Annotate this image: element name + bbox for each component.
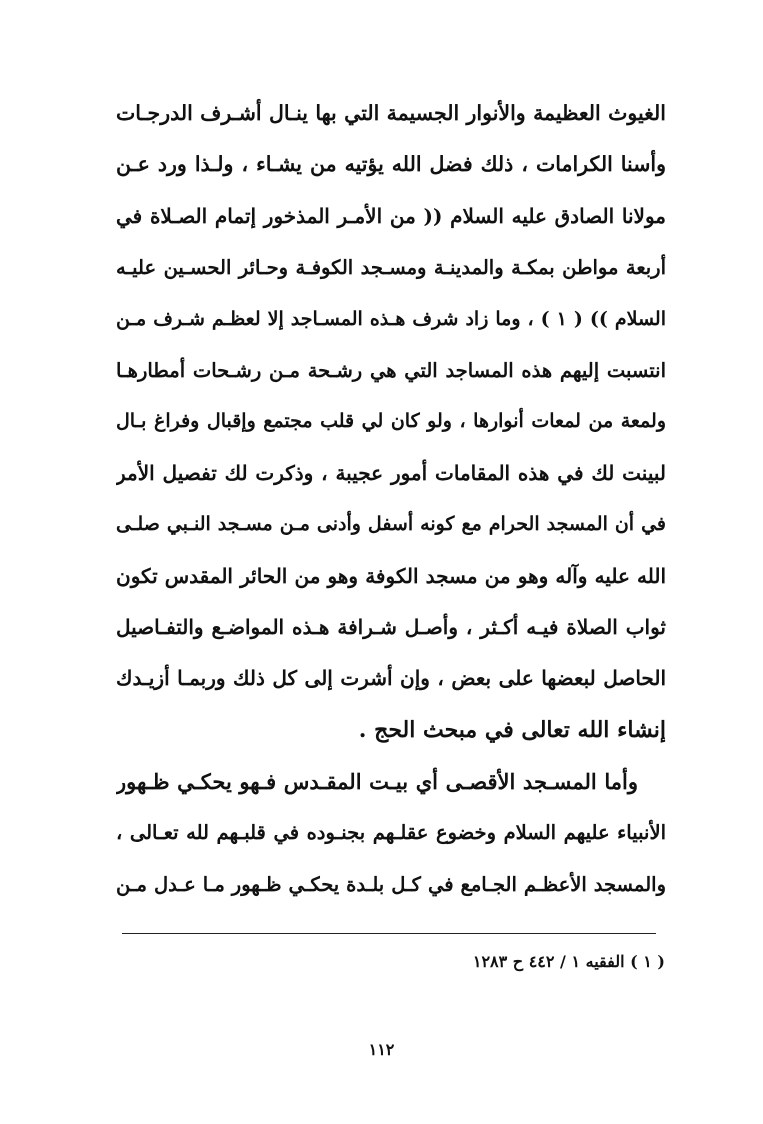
text-line-4: أربعة مواطن بمكـة والمدينـة ومسـجد الكوفـة وحـائر الحسـين عليـه	[116, 256, 666, 280]
text-line-9: في أن المسجد الحرام مع كونه أسفل وأدنى مـن مسـجد النـبي صلـى	[116, 513, 666, 536]
page-number: ١١٢	[368, 1040, 395, 1059]
text-line-15: الأنبياء عليهم السلام وخضوع عقلـهم بجنـوده في قلبـهم لله تعـالى ،	[116, 821, 666, 845]
text-line-8: لبينت لك في هذه المقامات أمور عجيبة ، وذكرت لك تفصيل الأمر	[116, 460, 666, 485]
text-line-5: السلام )) ( ١ ) ، وما زاد شرف هـذه المسـاجد إلا لعظـم شـرف مـن	[116, 307, 666, 330]
text-line-2: وأسنا الكرامات ، ذلك فضل الله يؤتيه من يشـاء ، ولـذا ورد عـن	[116, 152, 666, 177]
body-text	[116, 88, 666, 910]
text-line-11: ثواب الصلاة فيـه أكـثر ، وأصـل شـرافة هـذه المواضـع والتفـاصيل	[116, 614, 666, 639]
text-line-3: مولانا الصادق عليه السلام (( من الأمـر المذخور إتمام الصـلاة في	[116, 203, 666, 228]
footnote: ( ١ ) الفقيه ١ / ٤٤٢ ح ١٢٨٣	[472, 952, 665, 971]
text-line-12: الحاصل لبعضها على بعض ، وإن أشرت إلى كل ذلك وربمـا أزيـدك	[116, 666, 666, 691]
text-line-13: إنشاء الله تعالى في مبحث الحج .	[358, 716, 666, 743]
text-line-7: ولمعة من لمعات أنوارها ، ولو كان لي قلب مجتمع وإقبال وفراغ بـال	[116, 410, 666, 433]
text-line-10: الله عليه وآله وهو من مسجد الكوفة وهو من الحائر المقدس تكون	[116, 563, 666, 588]
text-line-6: انتسبت إليهم هذه المساجد التي هي رشـحة مـن رشـحات أمطارهـا	[116, 358, 666, 382]
footnote-divider	[122, 933, 656, 934]
text-line-14: وأما المسـجد الأقصـى أي بيـت المقـدس فـهو يحكـي ظـهور	[116, 769, 638, 795]
text-line-1: الغيوث العظيمة والأنوار الجسيمة التي بها ينـال أشـرف الدرجـات	[116, 101, 666, 125]
text-line-16: والمسجد الأعظـم الجـامع في كـل بلـدة يحكـي ظـهور مـا عـدل مـن	[116, 872, 666, 896]
